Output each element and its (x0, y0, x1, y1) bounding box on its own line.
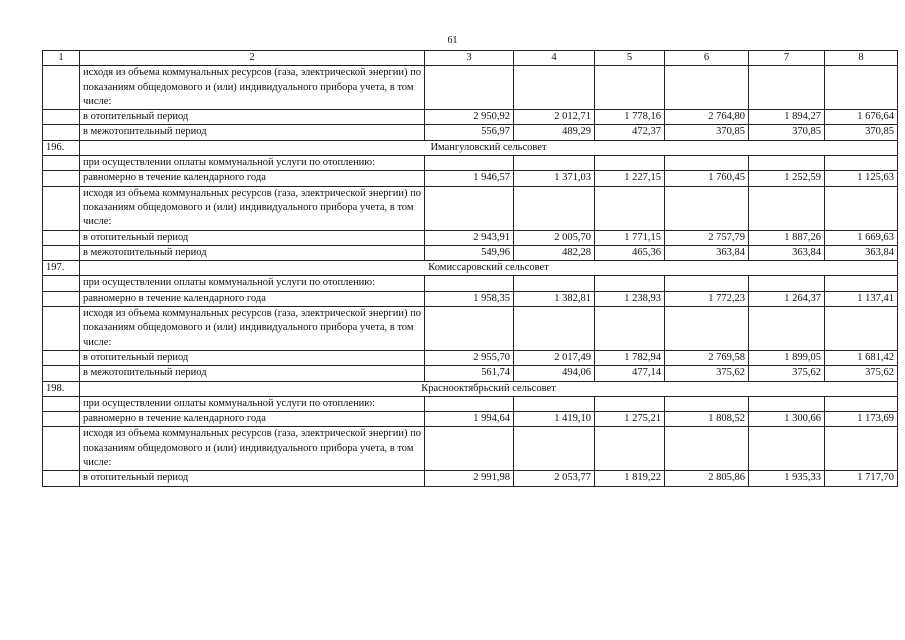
value-cell (665, 307, 749, 351)
row-description: исходя из объема коммунальных ресурсов (газа, электрической энергии) по показаниям общедомового и (или) индивидуального прибора учета, в том числе: (80, 66, 425, 110)
value-cell (514, 66, 595, 110)
row-number-cell (43, 350, 80, 365)
value-cell (749, 186, 825, 230)
value-cell: 2 757,79 (665, 230, 749, 245)
value-cell: 2 943,91 (425, 230, 514, 245)
value-cell (825, 186, 898, 230)
row-number-cell (43, 245, 80, 260)
value-cell: 477,14 (595, 366, 665, 381)
value-cell: 1 958,35 (425, 291, 514, 306)
value-cell (825, 276, 898, 291)
row-number-cell (43, 291, 80, 306)
settlement-row (43, 140, 898, 155)
value-cell: 1 382,81 (514, 291, 595, 306)
column-header: 7 (749, 51, 825, 66)
row-description: в межотопительный период (80, 245, 425, 260)
row-description: при осуществлении оплаты коммунальной услуги по отоплению: (80, 396, 425, 411)
row-description: в межотопительный период (80, 125, 425, 140)
column-header: 1 (43, 51, 80, 66)
column-header: 6 (665, 51, 749, 66)
table-row (43, 230, 898, 245)
value-cell: 1 125,63 (825, 171, 898, 186)
table-row (43, 245, 898, 260)
value-cell: 1 760,45 (665, 171, 749, 186)
table-row (43, 366, 898, 381)
table-row (43, 350, 898, 365)
value-cell: 482,28 (514, 245, 595, 260)
value-cell (665, 427, 749, 471)
value-cell: 465,36 (595, 245, 665, 260)
row-description: в отопительный период (80, 230, 425, 245)
value-cell (425, 186, 514, 230)
value-cell (595, 307, 665, 351)
value-cell: 1 771,15 (595, 230, 665, 245)
row-number-cell (43, 230, 80, 245)
row-description: исходя из объема коммунальных ресурсов (газа, электрической энергии) по показаниям общедомового и (или) индивидуального прибора учета, в том числе: (80, 427, 425, 471)
table-row (43, 412, 898, 427)
settlement-name: Имангуловский сельсовет (80, 140, 898, 155)
value-cell (425, 276, 514, 291)
row-description: исходя из объема коммунальных ресурсов (газа, электрической энергии) по показаниям общедомового и (или) индивидуального прибора учета, в том числе: (80, 186, 425, 230)
table-row (43, 291, 898, 306)
value-cell: 561,74 (425, 366, 514, 381)
value-cell: 2 012,71 (514, 110, 595, 125)
row-description: в отопительный период (80, 471, 425, 486)
value-cell (825, 66, 898, 110)
value-cell: 1 681,42 (825, 350, 898, 365)
value-cell (749, 396, 825, 411)
value-cell (665, 156, 749, 171)
value-cell: 1 227,15 (595, 171, 665, 186)
table-row (43, 171, 898, 186)
value-cell: 1 935,33 (749, 471, 825, 486)
value-cell (749, 156, 825, 171)
row-number-cell (43, 366, 80, 381)
value-cell: 1 137,41 (825, 291, 898, 306)
row-number-cell (43, 171, 80, 186)
value-cell: 2 017,49 (514, 350, 595, 365)
settlement-row (43, 261, 898, 276)
value-cell: 1 899,05 (749, 350, 825, 365)
value-cell: 2 955,70 (425, 350, 514, 365)
value-cell: 1 819,22 (595, 471, 665, 486)
value-cell: 1 782,94 (595, 350, 665, 365)
value-cell: 2 805,86 (665, 471, 749, 486)
settlement-name: Комиссаровский сельсовет (80, 261, 898, 276)
row-number-cell (43, 276, 80, 291)
value-cell: 2 991,98 (425, 471, 514, 486)
value-cell (514, 396, 595, 411)
row-description: при осуществлении оплаты коммунальной услуги по отоплению: (80, 156, 425, 171)
value-cell (514, 307, 595, 351)
value-cell (595, 66, 665, 110)
value-cell (514, 186, 595, 230)
value-cell: 1 252,59 (749, 171, 825, 186)
row-number-cell (43, 156, 80, 171)
value-cell (665, 396, 749, 411)
value-cell: 1 946,57 (425, 171, 514, 186)
table-row (43, 110, 898, 125)
row-number-cell (43, 66, 80, 110)
value-cell: 472,37 (595, 125, 665, 140)
value-cell (595, 156, 665, 171)
value-cell: 363,84 (665, 245, 749, 260)
row-number-cell (43, 412, 80, 427)
value-cell: 2 005,70 (514, 230, 595, 245)
table-row (43, 396, 898, 411)
value-cell (665, 276, 749, 291)
settlement-number: 198. (43, 381, 80, 396)
value-cell (595, 186, 665, 230)
value-cell (665, 66, 749, 110)
value-cell (825, 396, 898, 411)
row-description: в отопительный период (80, 350, 425, 365)
settlement-number: 197. (43, 261, 80, 276)
value-cell: 494,06 (514, 366, 595, 381)
value-cell (425, 427, 514, 471)
row-number-cell (43, 125, 80, 140)
row-number-cell (43, 396, 80, 411)
value-cell (514, 276, 595, 291)
settlement-row (43, 381, 898, 396)
value-cell (595, 396, 665, 411)
row-description: в межотопительный период (80, 366, 425, 381)
value-cell: 375,62 (749, 366, 825, 381)
table-row (43, 125, 898, 140)
value-cell: 1 778,16 (595, 110, 665, 125)
value-cell (425, 66, 514, 110)
column-header: 8 (825, 51, 898, 66)
value-cell: 1 676,64 (825, 110, 898, 125)
value-cell: 1 371,03 (514, 171, 595, 186)
value-cell: 2 769,58 (665, 350, 749, 365)
row-number-cell (43, 110, 80, 125)
table-row (43, 276, 898, 291)
value-cell: 363,84 (825, 245, 898, 260)
value-cell: 2 053,77 (514, 471, 595, 486)
value-cell: 1 994,64 (425, 412, 514, 427)
row-number-cell (43, 471, 80, 486)
value-cell (825, 427, 898, 471)
value-cell: 556,97 (425, 125, 514, 140)
value-cell (514, 156, 595, 171)
table-body (43, 51, 898, 487)
value-cell (425, 396, 514, 411)
value-cell: 1 772,23 (665, 291, 749, 306)
settlement-name: Краснооктябрьский сельсовет (80, 381, 898, 396)
row-description: равномерно в течение календарного года (80, 412, 425, 427)
row-description: исходя из объема коммунальных ресурсов (газа, электрической энергии) по показаниям общедомового и (или) индивидуального прибора учета, в том числе: (80, 307, 425, 351)
value-cell: 370,85 (749, 125, 825, 140)
value-cell (425, 156, 514, 171)
value-cell (514, 427, 595, 471)
column-header: 4 (514, 51, 595, 66)
value-cell: 1 808,52 (665, 412, 749, 427)
value-cell: 2 950,92 (425, 110, 514, 125)
value-cell (595, 427, 665, 471)
value-cell: 375,62 (825, 366, 898, 381)
value-cell (665, 186, 749, 230)
value-cell: 370,85 (665, 125, 749, 140)
value-cell (749, 276, 825, 291)
value-cell: 1 300,66 (749, 412, 825, 427)
table-row (43, 307, 898, 351)
value-cell: 1 887,26 (749, 230, 825, 245)
value-cell: 549,96 (425, 245, 514, 260)
table-row (43, 186, 898, 230)
column-header-row (43, 51, 898, 66)
value-cell: 1 419,10 (514, 412, 595, 427)
value-cell: 1 894,27 (749, 110, 825, 125)
tariff-table (42, 50, 898, 487)
row-number-cell (43, 307, 80, 351)
value-cell (425, 307, 514, 351)
value-cell: 489,29 (514, 125, 595, 140)
table-row (43, 471, 898, 486)
row-description: при осуществлении оплаты коммунальной услуги по отоплению: (80, 276, 425, 291)
value-cell: 1 717,70 (825, 471, 898, 486)
row-description: равномерно в течение календарного года (80, 291, 425, 306)
settlement-number: 196. (43, 140, 80, 155)
value-cell (749, 66, 825, 110)
value-cell: 1 669,63 (825, 230, 898, 245)
value-cell: 370,85 (825, 125, 898, 140)
row-description: равномерно в течение календарного года (80, 171, 425, 186)
value-cell (595, 276, 665, 291)
value-cell (825, 307, 898, 351)
value-cell (825, 156, 898, 171)
column-header: 5 (595, 51, 665, 66)
row-description: в отопительный период (80, 110, 425, 125)
value-cell: 1 264,37 (749, 291, 825, 306)
column-header: 3 (425, 51, 514, 66)
table-row (43, 156, 898, 171)
value-cell: 2 764,80 (665, 110, 749, 125)
value-cell: 363,84 (749, 245, 825, 260)
row-number-cell (43, 186, 80, 230)
value-cell (749, 427, 825, 471)
value-cell (749, 307, 825, 351)
value-cell: 1 275,21 (595, 412, 665, 427)
table-row (43, 66, 898, 110)
row-number-cell (43, 427, 80, 471)
value-cell: 375,62 (665, 366, 749, 381)
column-header: 2 (80, 51, 425, 66)
value-cell: 1 173,69 (825, 412, 898, 427)
page-number: 61 (447, 35, 458, 46)
value-cell: 1 238,93 (595, 291, 665, 306)
table-row (43, 427, 898, 471)
